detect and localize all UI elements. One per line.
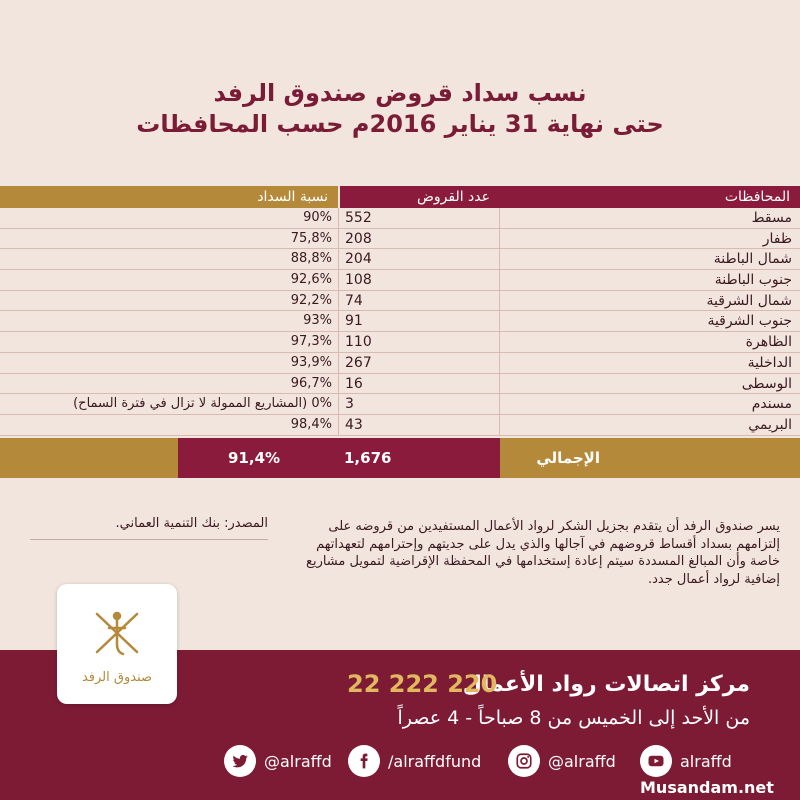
thank-you-note: يسر صندوق الرفد أن يتقدم بجزيل الشكر لرواد الأعمال المستفيدين من قروضه على إلتزامهم بسداد أقساط قروضهم في آجالها والذي يدل على جديتهم وإحترامهم لتعهداتهم خاصة وأن المبالغ المسددة سيتم إعادة إستخدامها في المحفظة الإقراضية لتمويل مشاريع إضافية لرواد أعمال جدد. [306, 519, 780, 587]
cell-rate: 96,7% [290, 375, 332, 391]
twitter-icon [224, 745, 256, 777]
cell-governorate: الوسطى [741, 375, 792, 392]
cell-rate: 93,9% [290, 354, 332, 370]
contact-center-title: مركز اتصالات رواد الأعمال [462, 672, 750, 697]
table-row [0, 249, 800, 270]
cell-count: 204 [338, 249, 500, 269]
table-row [0, 229, 800, 250]
table-row [0, 311, 800, 332]
title-line-1: نسب سداد قروض صندوق الرفد [213, 79, 587, 107]
title-line-2: حتى نهاية 31 يناير 2016م حسب المحافظات [136, 110, 664, 138]
cell-count: 74 [338, 291, 500, 311]
cell-count: 3 [338, 394, 500, 414]
cell-count: 108 [338, 270, 500, 290]
khanjar-emblem-icon [87, 604, 147, 664]
cell-rate: 92,2% [290, 292, 332, 308]
cell-governorate: ظفار [762, 230, 792, 247]
table-header [0, 186, 800, 208]
total-rate: 91,4% [178, 438, 338, 478]
logo-text: صندوق الرفد [81, 669, 153, 685]
instagram-handle: @alraffd [548, 751, 616, 771]
social-instagram[interactable] [508, 744, 616, 778]
youtube-icon [640, 745, 672, 777]
header-loan-count: عدد القروض [338, 186, 500, 208]
cell-count: 552 [338, 208, 500, 228]
fund-logo [57, 584, 177, 704]
cell-rate: 0% (المشاريع الممولة لا تزال في فترة السماح) [73, 396, 332, 412]
total-row-filler [0, 438, 178, 478]
cell-governorate: شمال الشرقية [706, 292, 792, 309]
source-note: المصدر: بنك التنمية العماني. [30, 516, 268, 540]
instagram-icon [508, 745, 540, 777]
facebook-icon [348, 745, 380, 777]
table-row [0, 208, 800, 229]
youtube-handle: alraffd [680, 751, 732, 771]
cell-count: 91 [338, 311, 500, 331]
table-row [0, 270, 800, 291]
cell-rate: 98,4% [290, 416, 332, 432]
cell-rate: 93% [303, 313, 332, 329]
table-total-row [0, 438, 800, 478]
facebook-handle: /alraffdfund [388, 751, 482, 771]
working-hours: من الأحد إلى الخميس من 8 صباحاً - 4 عصراً [397, 707, 750, 729]
page-title [0, 78, 800, 140]
contact-phone[interactable]: 22 222 220 [347, 670, 498, 698]
cell-governorate: جنوب الباطنة [714, 272, 792, 289]
cell-governorate: البريمي [748, 416, 792, 433]
header-governorate: المحافظات [500, 186, 800, 208]
table-row [0, 332, 800, 353]
cell-count: 16 [338, 374, 500, 394]
cell-governorate: شمال الباطنة [713, 251, 792, 268]
repayment-table [0, 186, 800, 478]
table-row [0, 374, 800, 395]
social-facebook[interactable] [348, 744, 481, 778]
social-youtube[interactable] [640, 744, 732, 778]
cell-rate: 97,3% [290, 334, 332, 350]
watermark: Musandam.net [640, 778, 774, 797]
cell-governorate: مسندم [751, 396, 792, 413]
cell-count: 43 [338, 415, 500, 435]
cell-rate: 75,8% [290, 230, 332, 246]
header-repayment-rate: نسبة السداد [257, 189, 328, 205]
table-row [0, 291, 800, 312]
twitter-handle: @alraffd [264, 751, 332, 771]
cell-rate: 88,8% [290, 251, 332, 267]
cell-governorate: الداخلية [747, 354, 792, 371]
cell-count: 208 [338, 229, 500, 249]
table-row [0, 415, 800, 436]
total-count: 1,676 [338, 438, 500, 478]
cell-rate: 92,6% [290, 272, 332, 288]
social-twitter[interactable] [224, 744, 332, 778]
cell-governorate: جنوب الشرقية [707, 313, 792, 330]
cell-rate: 90% [303, 210, 332, 225]
table-row [0, 353, 800, 374]
cell-governorate: الظاهرة [745, 334, 792, 351]
total-label: الإجمالي [500, 438, 800, 478]
table-row [0, 394, 800, 415]
cell-count: 267 [338, 353, 500, 373]
cell-governorate: مسقط [751, 210, 792, 226]
cell-count: 110 [338, 332, 500, 352]
